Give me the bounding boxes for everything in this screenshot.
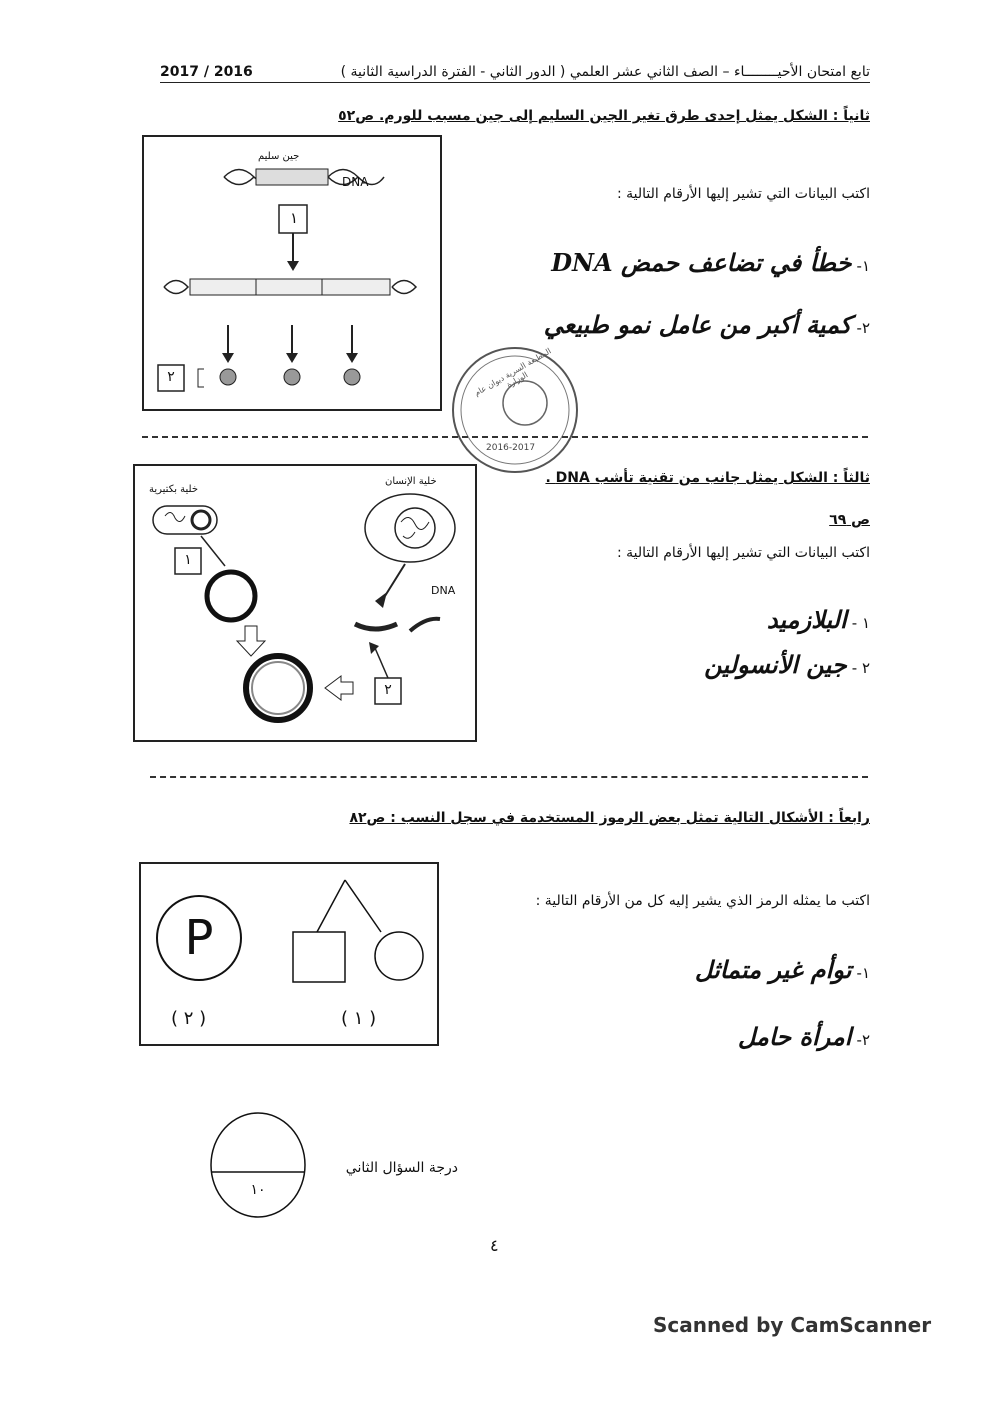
arrow-head: [287, 261, 299, 271]
answer-text: امرأة حامل: [737, 1022, 852, 1051]
page-number: ٤: [490, 1236, 499, 1255]
bacteria-label: خلية بكتيرية: [149, 484, 199, 495]
growth-factor-1: [220, 369, 236, 385]
answer-number: ١-: [856, 964, 870, 982]
male-symbol: [293, 932, 345, 982]
answer-number: ٢-: [856, 319, 870, 337]
insertion-arrow: [325, 676, 353, 700]
dna-strand-bottom-right: [392, 281, 416, 294]
header-year: 2017 / 2016: [160, 64, 253, 80]
answer-text: كمية أكبر من عامل نمو طبيعي: [543, 310, 852, 339]
label-1: ١: [184, 552, 192, 568]
score-circle: [208, 1110, 308, 1220]
answer-row-2: [570, 1022, 870, 1051]
section-divider: [150, 776, 868, 778]
healthy-gene-segment: [256, 169, 328, 185]
growth-factor-3: [344, 369, 360, 385]
arrow-to-recombinant: [237, 626, 265, 656]
answer-text: توأم غير متماثل: [694, 955, 852, 984]
plasmid: [207, 572, 255, 620]
recombinant-plasmid: [246, 656, 310, 720]
p-symbol: P: [184, 910, 214, 966]
twin-line-left: [317, 880, 345, 932]
human-cell-label: خلية الإنسان: [385, 476, 437, 487]
recombinant-diagram: [135, 466, 475, 740]
answer-row-1: [570, 605, 870, 634]
answer-text: خطأ في تضاعف حمض DNA: [551, 248, 852, 277]
page-ref: ص ٦٩: [829, 512, 870, 528]
label-2: ٢: [167, 369, 175, 385]
label-2: ( ٢ ): [171, 1008, 207, 1029]
answer-row-2: [570, 650, 870, 679]
healthy-gene-label: جين سليم: [258, 151, 300, 162]
instruction-pedigree: اكتب ما يمثله الرمز الذي يشير إليه كل من الأرقام التالية :: [535, 893, 870, 909]
answer-number: ١-: [856, 257, 870, 275]
pedigree-figure: [139, 862, 439, 1046]
bacteria-cell: [153, 506, 217, 534]
section-divider: [142, 436, 868, 438]
exam-header: [160, 64, 870, 83]
answer-number: ٢ -: [851, 659, 870, 677]
amplified-gene-segment: [190, 279, 390, 295]
answer-row-1: [430, 248, 870, 277]
human-cell: [365, 494, 455, 562]
label-1: ١: [289, 209, 299, 227]
stamp-year: 2016-2017: [486, 443, 536, 453]
dna-label-top: DNA: [342, 175, 369, 189]
instruction-tumor: اكتب البيانات التي تشير إليها الأرقام التالية :: [617, 186, 870, 202]
insulin-gene-fragment: [355, 624, 397, 629]
female-symbol: [375, 932, 423, 980]
question-title-pedigree: رابعاً : الأشكال التالية تمثل بعض الرموز المستخدمة في سجل النسب : ص٨٢: [349, 810, 870, 826]
recombinant-figure: [133, 464, 477, 742]
label-2: ٢: [384, 682, 392, 698]
tumor-diagram: [144, 137, 440, 409]
answer-text: البلازميد: [766, 605, 847, 634]
growth-factor-2: [284, 369, 300, 385]
answer-number: ١ -: [851, 614, 870, 632]
twin-line-right: [345, 880, 381, 932]
stamp-text: المطبعة السرية ديوان عام الوزارة: [472, 346, 553, 398]
answer-number: ٢-: [856, 1031, 870, 1049]
score-value: ١٠: [250, 1182, 266, 1198]
tumor-figure: [142, 135, 442, 411]
question-title-tumor: ثانياً : الشكل يمثل إحدى طرق تغير الجين السليم إلى جين مسبب للورم. ص٥٢: [338, 108, 870, 124]
answer-row-1: [570, 955, 870, 984]
answer-text: جين الأنسولين: [704, 650, 847, 679]
label-1: ( ١ ): [341, 1008, 377, 1029]
score-label: درجة السؤال الثاني: [345, 1160, 458, 1176]
instruction-recombinant: اكتب البيانات التي تشير إليها الأرقام التالية :: [617, 545, 870, 561]
question-title-recombinant: ثالثاً : الشكل يمثل جانب من تقنية تأشب DNA .: [545, 470, 870, 486]
dna-label: DNA: [431, 584, 456, 597]
official-stamp: [450, 345, 580, 475]
dna-strand-bottom-left: [164, 281, 188, 294]
answer-row-2: [430, 310, 870, 339]
scanner-footer: Scanned by CamScanner: [653, 1313, 932, 1337]
header-title: تابع امتحان الأحيــــــــاء – الصف الثاني عشر العلمي ( الدور الثاني - الفترة الدراسية الثانية ): [340, 64, 870, 80]
